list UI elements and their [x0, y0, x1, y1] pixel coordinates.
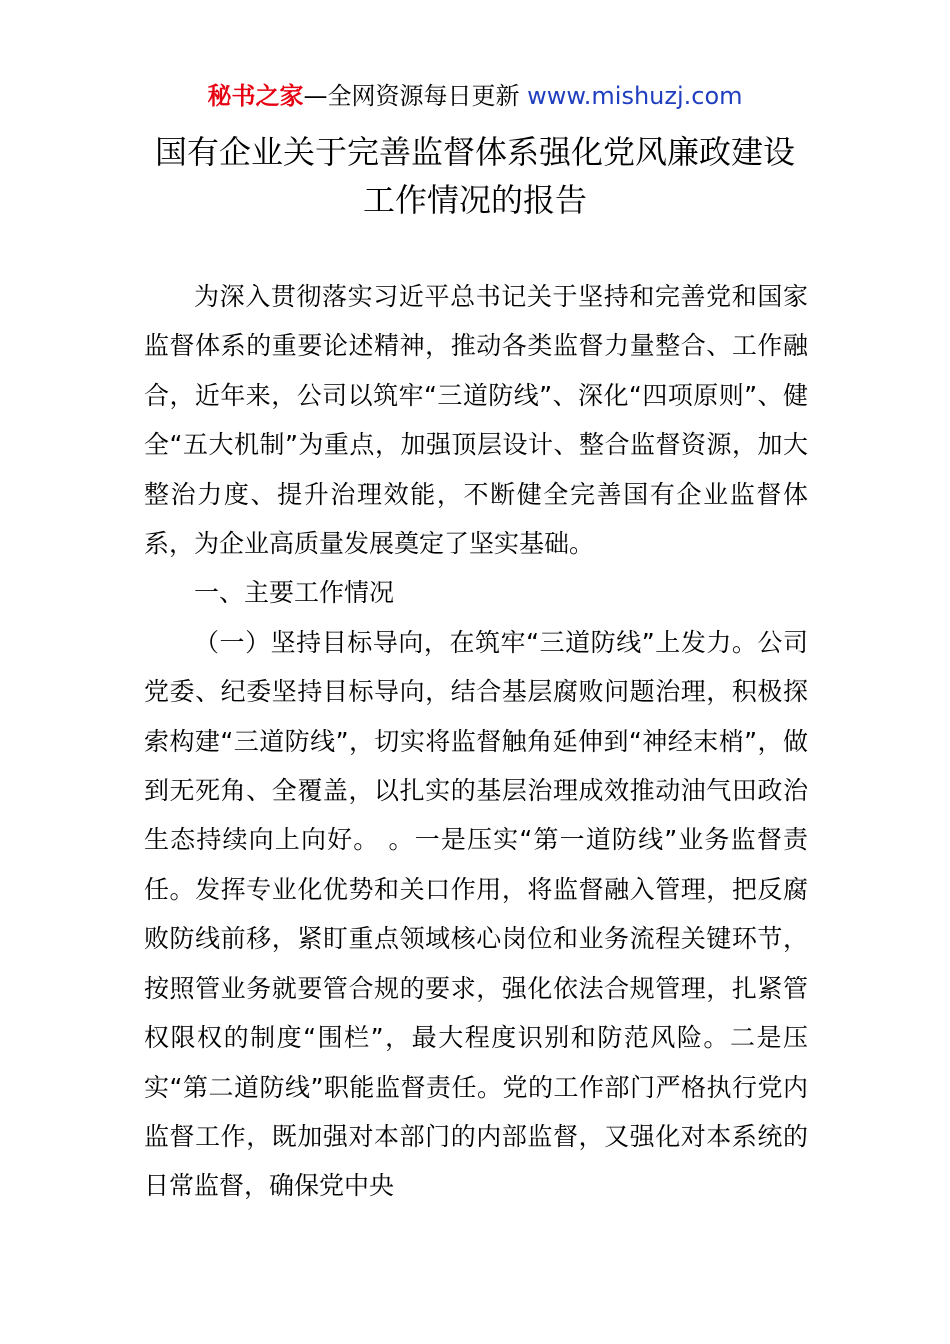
brand-name: 秘书之家 [207, 82, 304, 110]
section-paragraph: （一）坚持目标导向，在筑牢“三道防线”上发力。公司党委、纪委坚持目标导向，结合基层腐败问题治理，积极探索构建“三道防线”，切实将监督触角延伸到“神经末梢”，做到无死角、全覆盖，以扎实的基层治理成效推动油气田政治生态持续向上向好。 。一是压实“第一道防线”业务监督责任。发挥专业化优势和关口作用，将监督融入管理，把反腐败防线前移，紧盯重点领域核心岗位和业务流程关键环节，按照管业务就要管合规的要求，强化依法合规管理，扎紧管权限权的制度“围栏”，最大程度识别和防范风险。二是压实“第二道防线”职能监督责任。党的工作部门严格执行党内监督工作，既加强对本部门的内部监督，又强化对本系统的日常监督，确保党中央 [144, 627, 808, 1201]
title-line-1: 国有企业关于完善监督体系强化党风廉政建设 [154, 133, 795, 171]
document-title [0, 128, 950, 224]
intro-paragraph: 为深入贯彻落实习近平总书记关于坚持和完善党和国家监督体系的重要论述精神，推动各类监督力量整合、工作融合，近年来，公司以筑牢“三道防线”、深化“四项原则”、健全“五大机制”为重点，加强顶层设计、整合监督资源，加大整治力度、提升治理效能，不断健全完善国有企业监督体系，为企业高质量发展奠定了坚实基础。 [144, 282, 808, 559]
site-banner [0, 80, 950, 112]
brand-tagline: —全网资源每日更新 [303, 82, 528, 110]
title-line-2: 工作情况的报告 [362, 181, 587, 219]
section-heading: 一、主要工作情况 [194, 578, 395, 608]
document-body [144, 272, 808, 1211]
site-url-link[interactable]: www.mishuzj.com [527, 82, 743, 110]
